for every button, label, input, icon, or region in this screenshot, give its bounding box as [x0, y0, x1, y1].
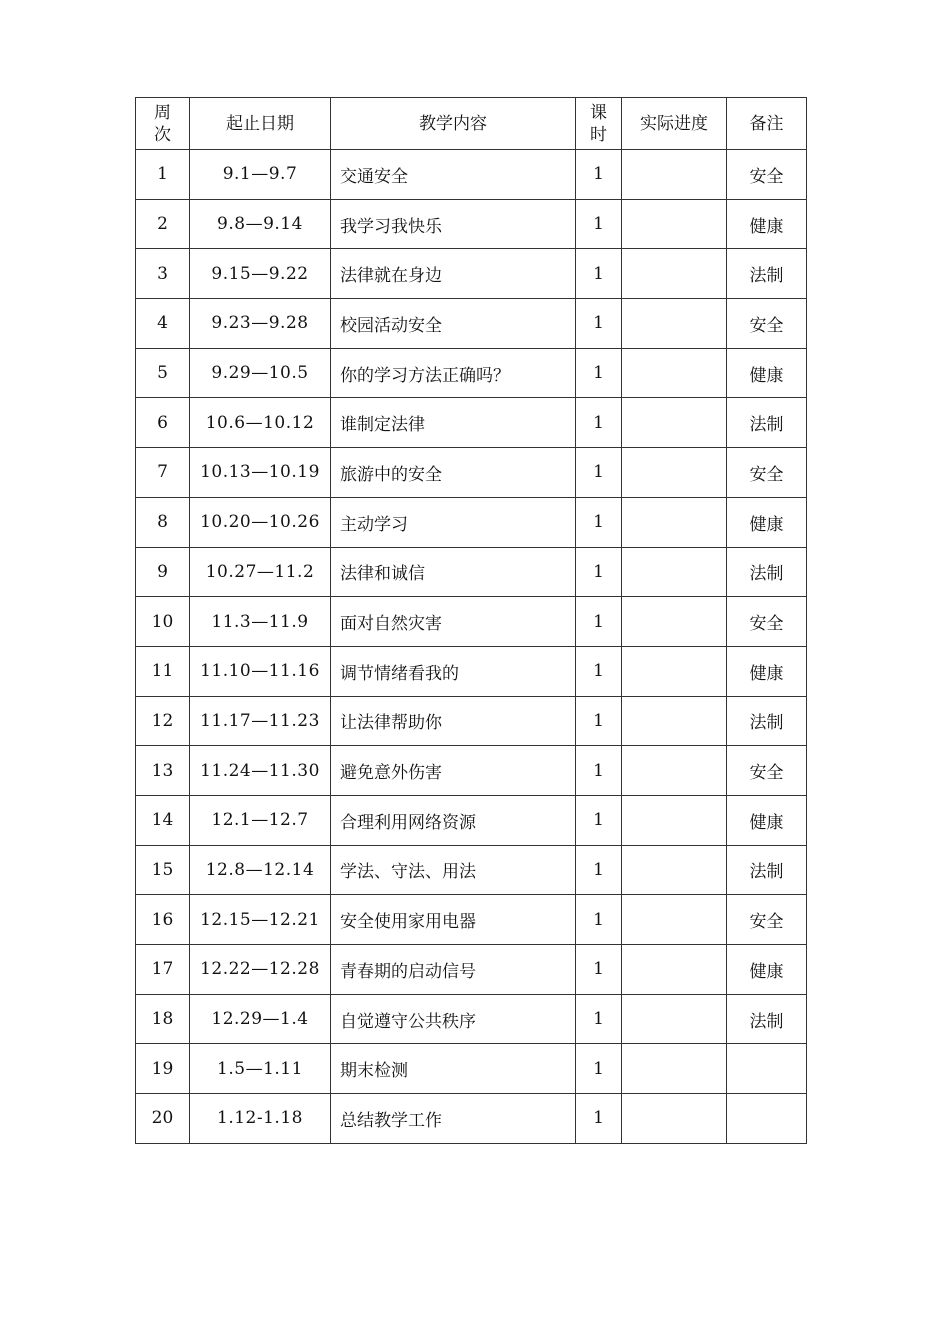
week-cell: 10: [136, 597, 190, 647]
remark-cell: 安全: [727, 150, 807, 200]
hours-cell: 1: [576, 646, 622, 696]
week-cell: 13: [136, 746, 190, 796]
hours-cell: 1: [576, 398, 622, 448]
week-cell: 19: [136, 1044, 190, 1094]
hours-cell: 1: [576, 348, 622, 398]
hours-cell: 1: [576, 597, 622, 647]
remark-cell: 健康: [727, 945, 807, 995]
progress-cell: [622, 845, 727, 895]
content-cell: 校园活动安全: [331, 299, 576, 349]
remark-cell: 法制: [727, 547, 807, 597]
date-cell: 9.1—9.7: [190, 150, 331, 200]
progress-cell: [622, 746, 727, 796]
remark-cell: [727, 1044, 807, 1094]
table-row: [136, 547, 807, 597]
progress-cell: [622, 199, 727, 249]
hours-cell: 1: [576, 696, 622, 746]
hours-cell: 1: [576, 746, 622, 796]
week-cell: 18: [136, 994, 190, 1044]
header-date: 起止日期: [190, 98, 331, 150]
date-cell: 12.15—12.21: [190, 895, 331, 945]
hours-cell: 1: [576, 895, 622, 945]
week-cell: 17: [136, 945, 190, 995]
content-cell: 让法律帮助你: [331, 696, 576, 746]
progress-cell: [622, 348, 727, 398]
header-content: 教学内容: [331, 98, 576, 150]
table-row: [136, 696, 807, 746]
date-cell: 9.15—9.22: [190, 249, 331, 299]
header-hours-line1: 课: [590, 102, 607, 123]
date-cell: 1.12-1.18: [190, 1094, 331, 1144]
header-hours-line2: 时: [590, 124, 607, 145]
week-cell: 7: [136, 448, 190, 498]
week-cell: 3: [136, 249, 190, 299]
hours-cell: 1: [576, 199, 622, 249]
week-cell: 6: [136, 398, 190, 448]
date-cell: 12.22—12.28: [190, 945, 331, 995]
date-cell: 1.5—1.11: [190, 1044, 331, 1094]
table-row: [136, 150, 807, 200]
date-cell: 11.24—11.30: [190, 746, 331, 796]
content-cell: 安全使用家用电器: [331, 895, 576, 945]
progress-cell: [622, 597, 727, 647]
table-row: [136, 398, 807, 448]
content-cell: 合理利用网络资源: [331, 795, 576, 845]
content-cell: 自觉遵守公共秩序: [331, 994, 576, 1044]
header-progress: 实际进度: [622, 98, 727, 150]
hours-cell: 1: [576, 150, 622, 200]
remark-cell: 健康: [727, 646, 807, 696]
date-cell: 10.27—11.2: [190, 547, 331, 597]
remark-cell: 健康: [727, 497, 807, 547]
remark-cell: 法制: [727, 696, 807, 746]
hours-cell: 1: [576, 299, 622, 349]
hours-cell: 1: [576, 497, 622, 547]
progress-cell: [622, 249, 727, 299]
week-cell: 14: [136, 795, 190, 845]
progress-cell: [622, 1044, 727, 1094]
content-cell: 学法、守法、用法: [331, 845, 576, 895]
content-cell: 交通安全: [331, 150, 576, 200]
table-row: [136, 199, 807, 249]
progress-cell: [622, 448, 727, 498]
week-cell: 15: [136, 845, 190, 895]
header-week-line2: 次: [154, 124, 171, 145]
table-body: [136, 150, 807, 1144]
week-cell: 16: [136, 895, 190, 945]
date-cell: 12.8—12.14: [190, 845, 331, 895]
table-row: [136, 994, 807, 1044]
content-cell: 旅游中的安全: [331, 448, 576, 498]
table-header: [136, 98, 807, 150]
date-cell: 9.29—10.5: [190, 348, 331, 398]
table-row: [136, 945, 807, 995]
remark-cell: 法制: [727, 994, 807, 1044]
content-cell: 我学习我快乐: [331, 199, 576, 249]
table-row: [136, 448, 807, 498]
progress-cell: [622, 497, 727, 547]
hours-cell: 1: [576, 1044, 622, 1094]
progress-cell: [622, 299, 727, 349]
date-cell: 11.3—11.9: [190, 597, 331, 647]
content-cell: 你的学习方法正确吗？: [331, 348, 576, 398]
hours-cell: 1: [576, 994, 622, 1044]
date-cell: 10.6—10.12: [190, 398, 331, 448]
content-cell: 面对自然灾害: [331, 597, 576, 647]
table-row: [136, 845, 807, 895]
date-cell: 9.8—9.14: [190, 199, 331, 249]
hours-cell: 1: [576, 547, 622, 597]
table-row: [136, 646, 807, 696]
week-cell: 9: [136, 547, 190, 597]
week-cell: 4: [136, 299, 190, 349]
content-cell: 期末检测: [331, 1044, 576, 1094]
progress-cell: [622, 646, 727, 696]
week-cell: 20: [136, 1094, 190, 1144]
table-row: [136, 299, 807, 349]
table-row: [136, 895, 807, 945]
remark-cell: 法制: [727, 845, 807, 895]
content-cell: 法律就在身边: [331, 249, 576, 299]
table-row: [136, 348, 807, 398]
hours-cell: 1: [576, 448, 622, 498]
remark-cell: 安全: [727, 597, 807, 647]
remark-cell: 安全: [727, 746, 807, 796]
header-remark: 备注: [727, 98, 807, 150]
content-cell: 谁制定法律: [331, 398, 576, 448]
date-cell: 9.23—9.28: [190, 299, 331, 349]
content-cell: 青春期的启动信号: [331, 945, 576, 995]
remark-cell: 安全: [727, 299, 807, 349]
content-cell: 总结教学工作: [331, 1094, 576, 1144]
remark-cell: 健康: [727, 795, 807, 845]
table-row: [136, 1094, 807, 1144]
progress-cell: [622, 795, 727, 845]
table-row: [136, 249, 807, 299]
date-cell: 11.10—11.16: [190, 646, 331, 696]
header-week-line1: 周: [154, 102, 171, 123]
date-cell: 12.1—12.7: [190, 795, 331, 845]
hours-cell: 1: [576, 945, 622, 995]
progress-cell: [622, 945, 727, 995]
progress-cell: [622, 1094, 727, 1144]
content-cell: 主动学习: [331, 497, 576, 547]
date-cell: 11.17—11.23: [190, 696, 331, 746]
remark-cell: 健康: [727, 348, 807, 398]
week-cell: 2: [136, 199, 190, 249]
table-row: [136, 1044, 807, 1094]
header-row: [136, 98, 807, 150]
remark-cell: 安全: [727, 895, 807, 945]
table-row: [136, 746, 807, 796]
progress-cell: [622, 398, 727, 448]
schedule-table: [135, 97, 807, 1144]
table-row: [136, 597, 807, 647]
progress-cell: [622, 994, 727, 1044]
remark-cell: 法制: [727, 398, 807, 448]
progress-cell: [622, 547, 727, 597]
header-week: [136, 98, 190, 150]
remark-cell: 法制: [727, 249, 807, 299]
week-cell: 1: [136, 150, 190, 200]
header-hours: [576, 98, 622, 150]
week-cell: 11: [136, 646, 190, 696]
date-cell: 10.20—10.26: [190, 497, 331, 547]
week-cell: 8: [136, 497, 190, 547]
date-cell: 10.13—10.19: [190, 448, 331, 498]
remark-cell: 安全: [727, 448, 807, 498]
week-cell: 12: [136, 696, 190, 746]
table-row: [136, 497, 807, 547]
content-cell: 法律和诚信: [331, 547, 576, 597]
content-cell: 避免意外伤害: [331, 746, 576, 796]
week-cell: 5: [136, 348, 190, 398]
hours-cell: 1: [576, 845, 622, 895]
progress-cell: [622, 895, 727, 945]
hours-cell: 1: [576, 249, 622, 299]
remark-cell: [727, 1094, 807, 1144]
date-cell: 12.29—1.4: [190, 994, 331, 1044]
progress-cell: [622, 696, 727, 746]
hours-cell: 1: [576, 795, 622, 845]
progress-cell: [622, 150, 727, 200]
hours-cell: 1: [576, 1094, 622, 1144]
content-cell: 调节情绪看我的: [331, 646, 576, 696]
table-row: [136, 795, 807, 845]
remark-cell: 健康: [727, 199, 807, 249]
